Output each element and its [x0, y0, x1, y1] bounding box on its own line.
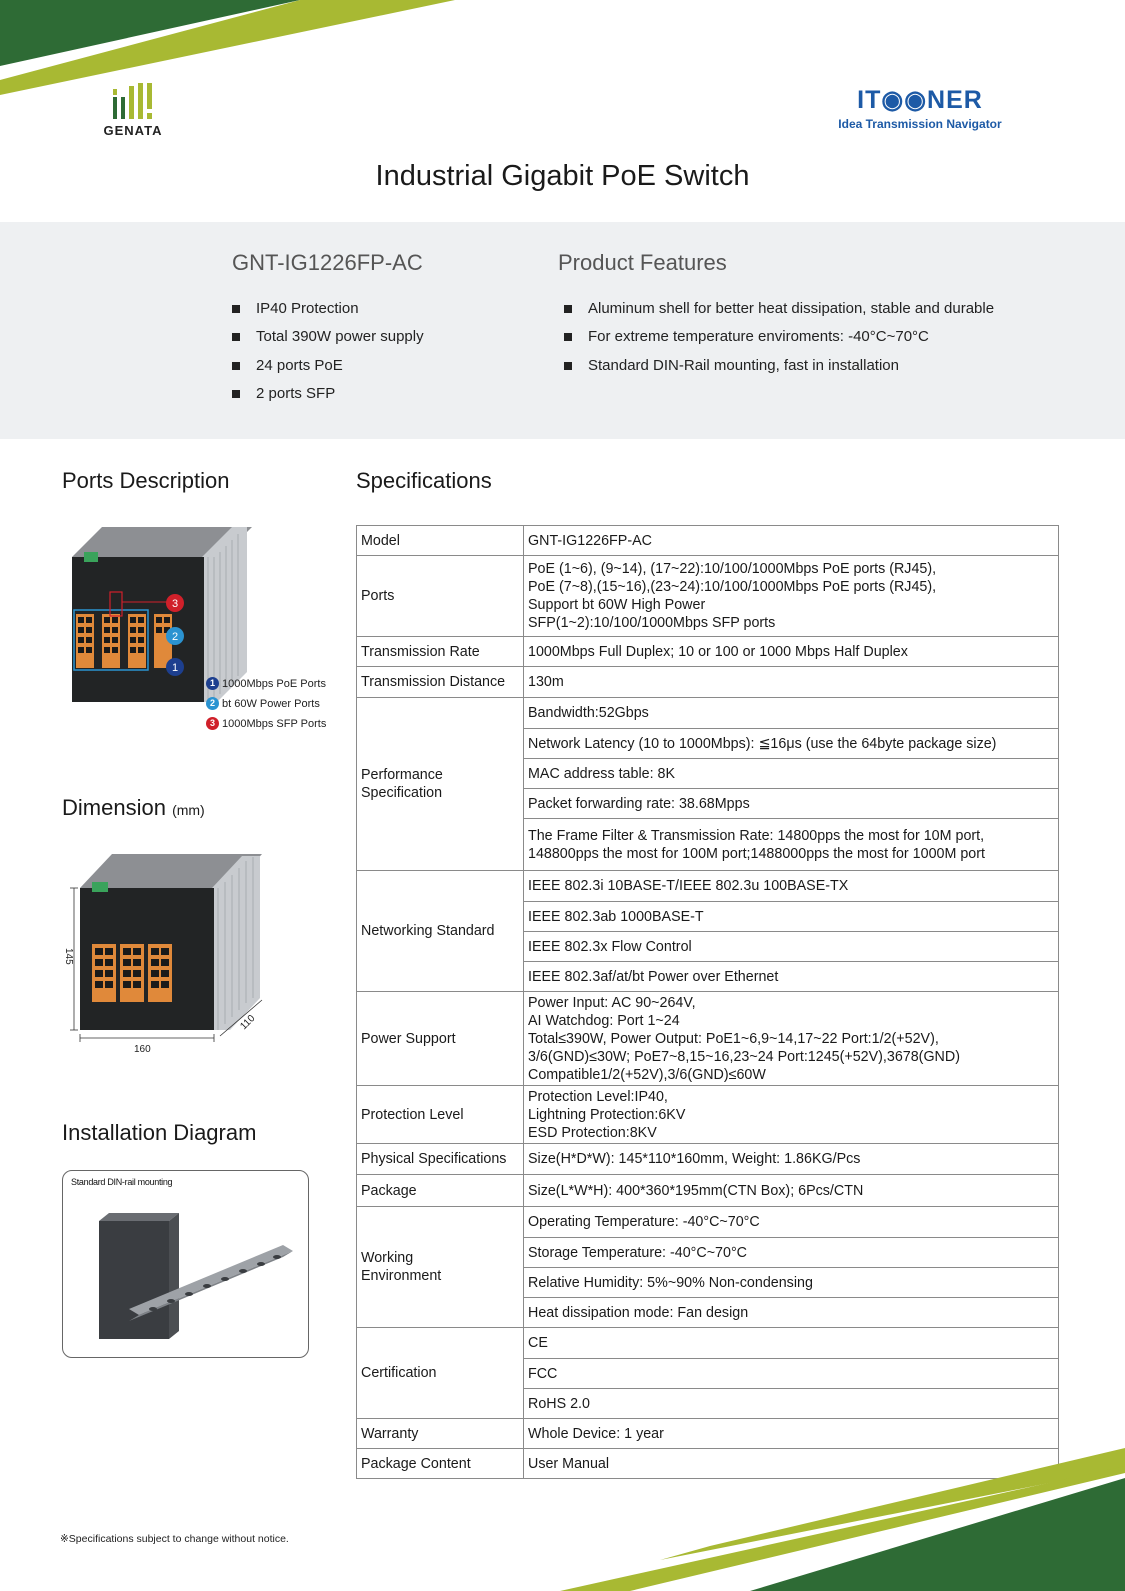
spec-value: FCC: [524, 1359, 1059, 1389]
legend-number: 3: [206, 717, 219, 730]
spec-value: CE: [524, 1328, 1059, 1359]
spec-value: IEEE 802.3i 10BASE-T/IEEE 802.3u 100BASE-TX: [524, 871, 1059, 902]
list-item: Total 390W power supply: [232, 323, 424, 351]
specifications-table: [356, 525, 1059, 1479]
dimension-unit: (mm): [172, 802, 205, 818]
table-row: [357, 698, 1059, 729]
legend-label: bt 60W Power Ports: [222, 697, 320, 710]
spec-value: Network Latency (10 to 1000Mbps): ≦16μs (use the 64byte package size): [524, 729, 1059, 759]
spec-value: RoHS 2.0: [524, 1389, 1059, 1419]
din-rail-illustration: [83, 1201, 303, 1351]
spec-value: Size(H*D*W): 145*110*160mm, Weight: 1.86KG/Pcs: [524, 1144, 1059, 1175]
itooner-logo-tagline: Idea Transmission Navigator: [838, 117, 1002, 131]
features-list: [564, 295, 994, 380]
ports-description-heading: Ports Description: [62, 468, 230, 493]
model-heading: GNT-IG1226FP-AC: [232, 250, 423, 275]
itooner-logo: [830, 85, 1020, 135]
ports-device-image: [62, 522, 252, 702]
bottom-decorative-stripes: [560, 1448, 1125, 1591]
spec-label-line: Working: [361, 1250, 414, 1266]
legend-label: 1000Mbps PoE Ports: [222, 677, 326, 690]
table-row: [357, 526, 1059, 556]
spec-value: Heat dissipation mode: Fan design: [524, 1298, 1059, 1328]
features-heading: Product Features: [558, 250, 727, 275]
table-row: [357, 1207, 1059, 1238]
spec-line: Total≤390W, Power Output: PoE1~6,9~14,17~22 Port:1/2(+52V),: [528, 1030, 939, 1047]
spec-value: IEEE 802.3af/at/bt Power over Ethernet: [524, 962, 1059, 992]
spec-value: Size(L*W*H): 400*360*195mm(CTN Box); 6Pcs/CTN: [524, 1175, 1059, 1207]
legend-number: 1: [206, 677, 219, 690]
itooner-logo-name: IT◉◉NER: [857, 86, 983, 114]
legend-item-sfp: [206, 717, 326, 730]
spec-value: 130m: [524, 667, 1059, 698]
spec-value: [524, 1086, 1059, 1144]
spec-label-line: Performance: [361, 767, 443, 783]
spec-value: MAC address table: 8K: [524, 759, 1059, 789]
spec-label: Ports: [357, 556, 524, 637]
spec-label: Networking Standard: [357, 871, 524, 992]
list-item: 24 ports PoE: [232, 352, 424, 380]
svg-text:1: 1: [171, 662, 179, 674]
list-item: Aluminum shell for better heat dissipation, stable and durable: [564, 295, 994, 323]
spec-value: GNT-IG1226FP-AC: [524, 526, 1059, 556]
legend-item-poe: [206, 677, 326, 690]
spec-label: Transmission Distance: [357, 667, 524, 698]
list-item: IP40 Protection: [232, 295, 424, 323]
table-row: [357, 1328, 1059, 1359]
spec-value: Storage Temperature: -40°C~70°C: [524, 1238, 1059, 1268]
spec-line: Compatible1/2(+52V),3/6(GND)≤60W: [528, 1066, 766, 1083]
table-row: [357, 1175, 1059, 1207]
spec-line: PoE (7~8),(15~16),(23~24):10/100/1000Mbps PoE ports (RJ45),: [528, 579, 937, 595]
installation-diagram: [62, 1170, 309, 1358]
spec-value: 1000Mbps Full Duplex; 10 or 100 or 1000 Mbps Half Duplex: [524, 637, 1059, 667]
spec-value: IEEE 802.3x Flow Control: [524, 932, 1059, 962]
document-title: Industrial Gigabit PoE Switch: [375, 160, 750, 192]
spec-label: Physical Specifications: [357, 1144, 524, 1175]
svg-text:2: 2: [171, 631, 179, 643]
genata-logo-mark-icon: [98, 83, 168, 121]
list-item: For extreme temperature enviroments: -40°C~70°C: [564, 323, 994, 351]
spec-label-line: Specification: [361, 785, 443, 801]
spec-value: [524, 556, 1059, 637]
spec-line: ESD Protection:8KV: [528, 1124, 657, 1141]
model-points-list: [232, 295, 424, 408]
spec-label-line: Environment: [361, 1268, 442, 1284]
svg-text:3: 3: [171, 598, 179, 610]
spec-line: Protection Level:IP40,: [528, 1088, 668, 1105]
spec-value: [524, 992, 1059, 1086]
spec-value: Bandwidth:52Gbps: [524, 698, 1059, 729]
footnote: ※Specifications subject to change without notice.: [60, 1533, 289, 1545]
spec-line: Power Input: AC 90~264V,: [528, 994, 696, 1011]
table-row: [357, 871, 1059, 902]
table-row: [357, 667, 1059, 698]
spec-label: Package Content: [357, 1449, 524, 1479]
spec-label: Certification: [357, 1328, 524, 1419]
spec-label: Warranty: [357, 1419, 524, 1449]
list-item: 2 ports SFP: [232, 380, 424, 408]
spec-line: 148800pps the most for 100M port;1488000pps the most for 1000M port: [528, 845, 985, 862]
spec-value: Packet forwarding rate: 38.68Mpps: [524, 789, 1059, 819]
spec-value: Whole Device: 1 year: [524, 1419, 1059, 1449]
table-row: [357, 1419, 1059, 1449]
legend-number: 2: [206, 697, 219, 710]
spec-label: Transmission Rate: [357, 637, 524, 667]
table-row: [357, 1144, 1059, 1175]
legend-label: 1000Mbps SFP Ports: [222, 717, 327, 730]
summary-band: [0, 222, 1125, 439]
table-row: [357, 992, 1059, 1086]
spec-label: Model: [357, 526, 524, 556]
list-item: Standard DIN-Rail mounting, fast in installation: [564, 352, 994, 380]
dimension-depth-label: 110: [238, 1013, 258, 1033]
installation-heading: Installation Diagram: [62, 1120, 257, 1145]
spec-line: PoE (1~6), (9~14), (17~22):10/100/1000Mbps PoE ports (RJ45),: [528, 561, 937, 577]
dimension-device-image: [62, 848, 272, 1058]
genata-logo-text: GENATA: [103, 123, 163, 138]
spec-line: The Frame Filter & Transmission Rate: 14800pps the most for 10M port,: [528, 827, 985, 844]
spec-label: Protection Level: [357, 1086, 524, 1144]
spec-value: Relative Humidity: 5%~90% Non-condensing: [524, 1268, 1059, 1298]
spec-line: 3/6(GND)≤30W; PoE7~8,15~16,23~24 Port:1245(+52V),3678(GND): [528, 1048, 960, 1065]
specifications-heading: Specifications: [356, 468, 492, 493]
dimension-width-label: 160: [134, 1044, 151, 1055]
spec-line: SFP(1~2):10/100/1000Mbps SFP ports: [528, 615, 776, 631]
table-row: [357, 556, 1059, 637]
spec-line: AI Watchdog: Port 1~24: [528, 1012, 680, 1029]
spec-line: Support bt 60W High Power: [528, 597, 706, 613]
table-row: [357, 1086, 1059, 1144]
spec-value: IEEE 802.3ab 1000BASE-T: [524, 902, 1059, 932]
installation-caption: Standard DIN-rail mounting: [71, 1177, 173, 1187]
dimension-heading-text: Dimension: [62, 795, 166, 820]
spec-value: Operating Temperature: -40°C~70°C: [524, 1207, 1059, 1238]
table-row: [357, 637, 1059, 667]
spec-label: Power Support: [357, 992, 524, 1086]
dimension-heading: [62, 795, 205, 821]
spec-label: [357, 698, 524, 871]
spec-value: [524, 819, 1059, 871]
spec-label: Package: [357, 1175, 524, 1207]
dimension-height-label: 145: [63, 948, 74, 965]
spec-value: User Manual: [524, 1449, 1059, 1479]
spec-label: [357, 1207, 524, 1328]
spec-line: Lightning Protection:6KV: [528, 1106, 686, 1123]
genata-logo: [98, 83, 168, 141]
legend-item-bt: [206, 697, 320, 710]
